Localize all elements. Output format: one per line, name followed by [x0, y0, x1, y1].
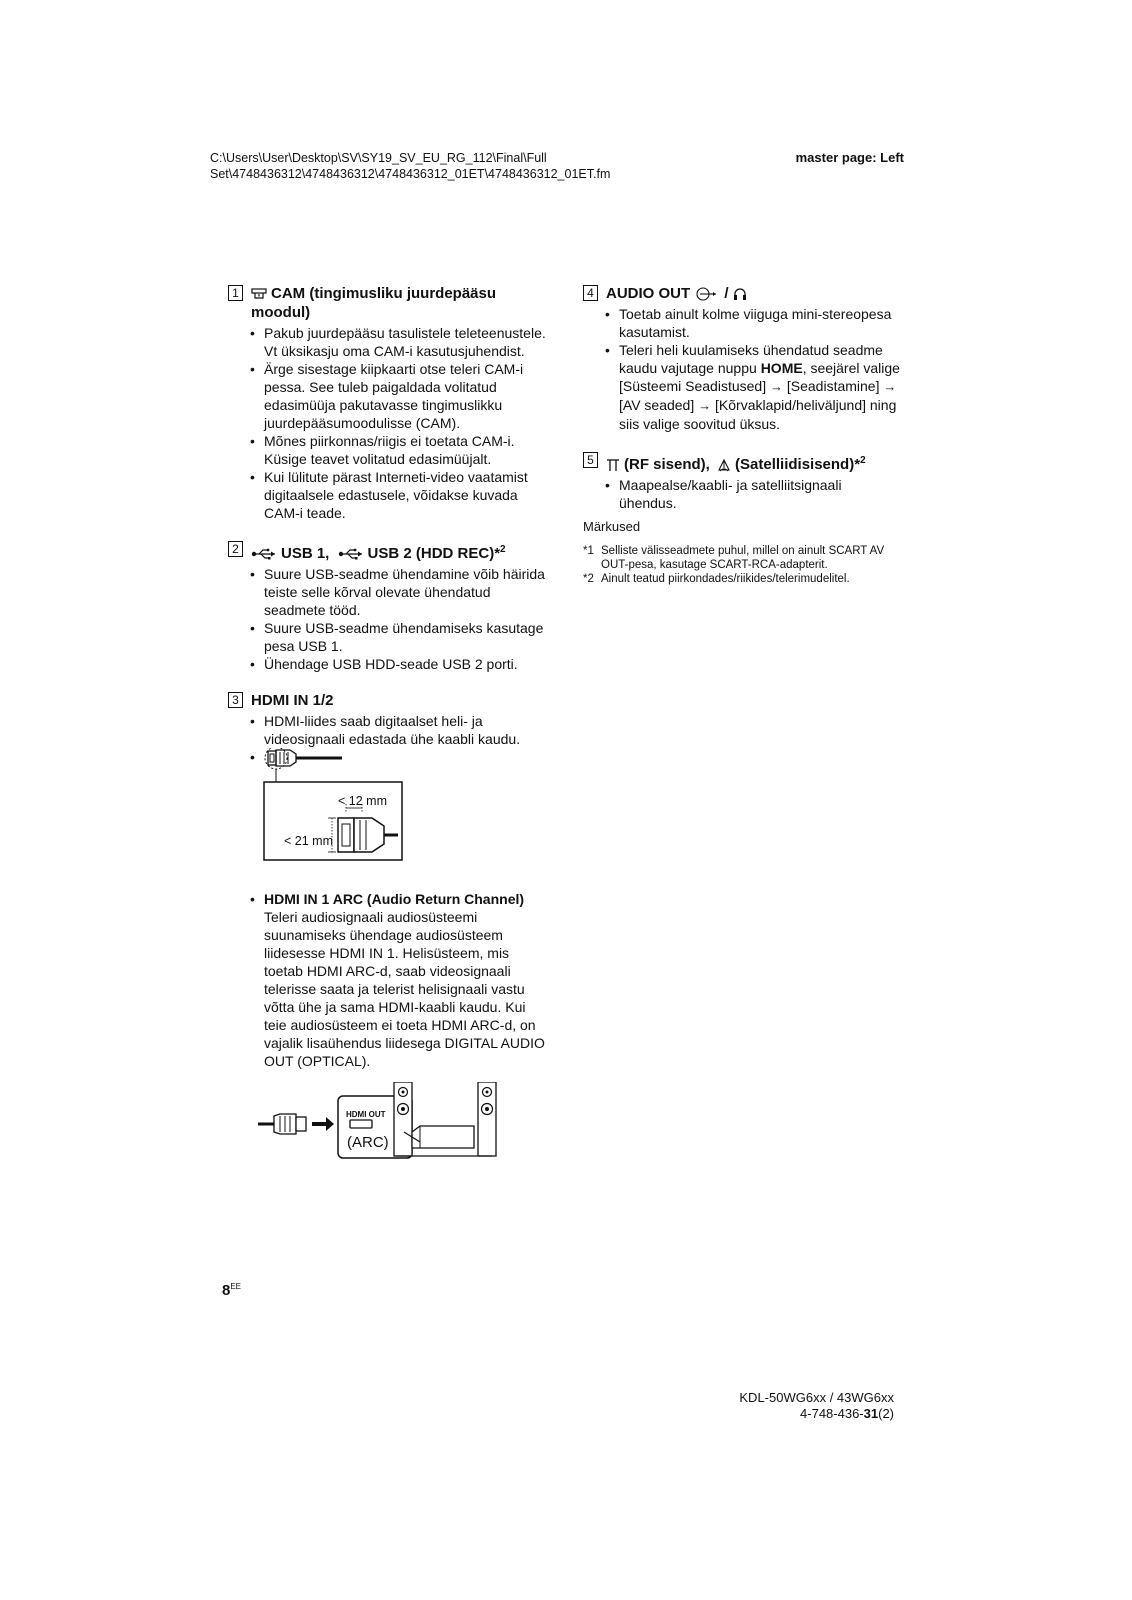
- footnote-key: *2: [583, 573, 594, 585]
- page-number: [222, 1282, 241, 1299]
- section-hdmi-list: [228, 712, 548, 1070]
- arc-description: Teleri audiosignaali audiosüsteemi suunamiseks ühendage audiosüsteem liidesesse HDMI IN 1. Helisüsteem, mis toetab HDMI ARC-d, saab videosignaali telerisse saata ja telerist helisignaali vastu võtta ühe ja sama HDMI-kaabli kaudu. Kui teie audiosüsteem ei toeta HDMI ARC-d, on vajalik lisaühendus liidesega DIGITAL AUDIO OUT (OPTICAL).: [264, 909, 545, 1069]
- list-item-diagram: [264, 748, 548, 872]
- list-item: • Ühendage USB HDD-seade USB 2 porti.: [264, 655, 548, 673]
- section-number: 4: [583, 285, 598, 301]
- master-page-label: master page: Left: [795, 150, 904, 165]
- section-rf: [583, 451, 903, 512]
- hdmi-plug-dimension-diagram: [262, 748, 422, 872]
- right-column: [583, 284, 903, 586]
- arrow-icon: →: [698, 398, 712, 413]
- document-code-suffix: (2): [878, 1406, 894, 1421]
- section-usb: [228, 540, 548, 673]
- satellite-dish-icon: [717, 458, 731, 473]
- footnote-ref: 2: [860, 455, 866, 466]
- model-names: KDL-50WG6xx / 43WG6xx: [739, 1390, 894, 1405]
- list-item: • Pakub juurdepääsu tasulistele teleteenustele. Vt üksikasju oma CAM-i kasutusjuhendist.: [264, 324, 548, 360]
- rf-input-label: (RF sisend),: [624, 456, 710, 473]
- dimension-width-label: [338, 792, 387, 810]
- section-cam-title: [228, 284, 548, 322]
- section-hdmi: [228, 691, 548, 1166]
- satellite-input-label: (Satelliidisisend)*: [735, 456, 861, 473]
- section-audio-title: 4 AUDIO OUT /: [583, 284, 903, 303]
- file-path: [210, 150, 610, 182]
- headphone-icon: [733, 287, 747, 301]
- list-item: • Maapealse/kaabli- ja satelliitsignaali ühendus.: [619, 476, 903, 512]
- list-item: • Kui lülitute pärast Interneti-video vaatamist digitaalsele edastusele, võidakse kuvada CAM-i teade.: [264, 468, 548, 522]
- usb-1-label: USB 1,: [281, 545, 330, 562]
- usb-icon: [251, 548, 277, 560]
- footnote-text: Selliste välisseadmete puhul, millel on ainult SCART AV OUT-pesa, kasutage SCART-RCA-adapterit.: [601, 545, 885, 571]
- section-cam-title-line-1: CAM (tingimusliku juurdepääsu: [271, 285, 497, 302]
- list-item: • Mõnes piirkonnas/riigis ei toetata CAM-i. Küsige teavet volitatud edasimüüjalt.: [264, 432, 548, 468]
- audio-instruction-part: [Kõrvaklapid/heliväljund] ning siis valige soovitud üksus.: [619, 397, 897, 432]
- audio-out-label: AUDIO OUT: [606, 285, 691, 302]
- arc-diagram-graphic: [258, 1082, 518, 1166]
- audio-instruction-part: Teleri heli kuulamiseks ühendatud seadme kaudu vajutage nuppu: [619, 342, 883, 376]
- file-path-line-1: C:\Users\User\Desktop\SV\SY19_SV_EU_RG_112\Final\Full: [210, 151, 547, 165]
- list-item: • Ärge sisestage kiipkaarti otse teleri CAM-i pessa. See tuleb paigaldada volitatud edasimüüja pakutavasse tingimuslikku juurdepääsumoodulisse (CAM).: [264, 360, 548, 432]
- less-than-sign: <: [284, 834, 292, 848]
- list-item-arc: [264, 890, 548, 1070]
- section-cam: [228, 284, 548, 522]
- footnote-text: Ainult teatud piirkondades/riikides/telerimudelitel.: [601, 573, 850, 585]
- document-code-bold: 31: [863, 1406, 879, 1421]
- section-number: 5: [583, 452, 598, 468]
- section-usb-title: [228, 540, 548, 563]
- footnote-key: *1: [583, 545, 594, 557]
- footer-model-info: [739, 1390, 894, 1422]
- document-code-prefix: 4-748-436-: [800, 1406, 864, 1421]
- section-number: 3: [228, 692, 243, 708]
- audio-instruction-part: [Seadistamine]: [782, 378, 884, 394]
- section-number: 1: [228, 285, 243, 301]
- footnote: [583, 544, 903, 572]
- audio-instruction-part: , seejärel valige [Süsteemi Seadistused]: [619, 360, 900, 394]
- section-rf-title: [583, 451, 903, 474]
- section-usb-list: [228, 565, 548, 673]
- usb-2-label: USB 2 (HDD REC)*: [367, 545, 501, 562]
- list-item: • Toetab ainult kolme viiguga mini-stereopesa kasutamist.: [619, 305, 903, 341]
- arc-label: (ARC): [347, 1134, 389, 1151]
- page-number-value: 8: [222, 1282, 231, 1299]
- section-cam-list: [228, 324, 548, 522]
- arc-title: HDMI IN 1 ARC (Audio Return Channel): [264, 891, 525, 907]
- section-audio-list: [583, 305, 903, 433]
- section-number: 2: [228, 541, 243, 557]
- file-path-line-2: Set\4748436312\4748436312\4748436312_01ET\4748436312_01ET.fm: [210, 167, 611, 181]
- usb-icon: [338, 548, 364, 560]
- hdmi-plug-icon: [265, 748, 342, 769]
- footnote-ref: 2: [500, 544, 506, 555]
- section-audio-out: [583, 284, 903, 433]
- arrow-icon: →: [883, 379, 897, 394]
- notes-heading: Märkused: [583, 519, 641, 534]
- dimension-width-value: 12 mm: [348, 794, 387, 808]
- section-hdmi-title-text: HDMI IN 1/2: [251, 692, 334, 709]
- arc-connection-diagram: [258, 1082, 518, 1166]
- left-column: [228, 284, 548, 1166]
- home-button-label: HOME: [760, 360, 803, 376]
- less-than-sign: <: [338, 794, 346, 808]
- arrow-icon: →: [769, 379, 783, 394]
- footnote: [583, 572, 903, 586]
- list-item: [619, 341, 903, 433]
- antenna-icon: [606, 458, 620, 472]
- dimension-height-value: 21 mm: [294, 834, 333, 848]
- section-rf-list: [583, 476, 903, 512]
- dimension-height-label: [284, 832, 333, 850]
- page-language-suffix: EE: [230, 1282, 242, 1291]
- cam-card-icon: [251, 288, 267, 300]
- hdmi-out-label: HDMI OUT: [346, 1110, 386, 1119]
- list-item: • Suure USB-seadme ühendamine võib häirida teiste selle kõrval olevate ühendatud seadmete tööd.: [264, 565, 548, 619]
- headphone-out-icon: [696, 287, 720, 301]
- list-item: • HDMI-liides saab digitaalset heli- ja videosignaali edastada ühe kaabli kaudu.: [264, 712, 548, 748]
- section-cam-title-line-2: moodul): [251, 304, 311, 321]
- document-code: [739, 1406, 894, 1422]
- list-item: • Suure USB-seadme ühendamiseks kasutage pesa USB 1.: [264, 619, 548, 655]
- section-hdmi-title: [228, 691, 548, 710]
- audio-instruction-part: [AV seaded]: [619, 397, 699, 413]
